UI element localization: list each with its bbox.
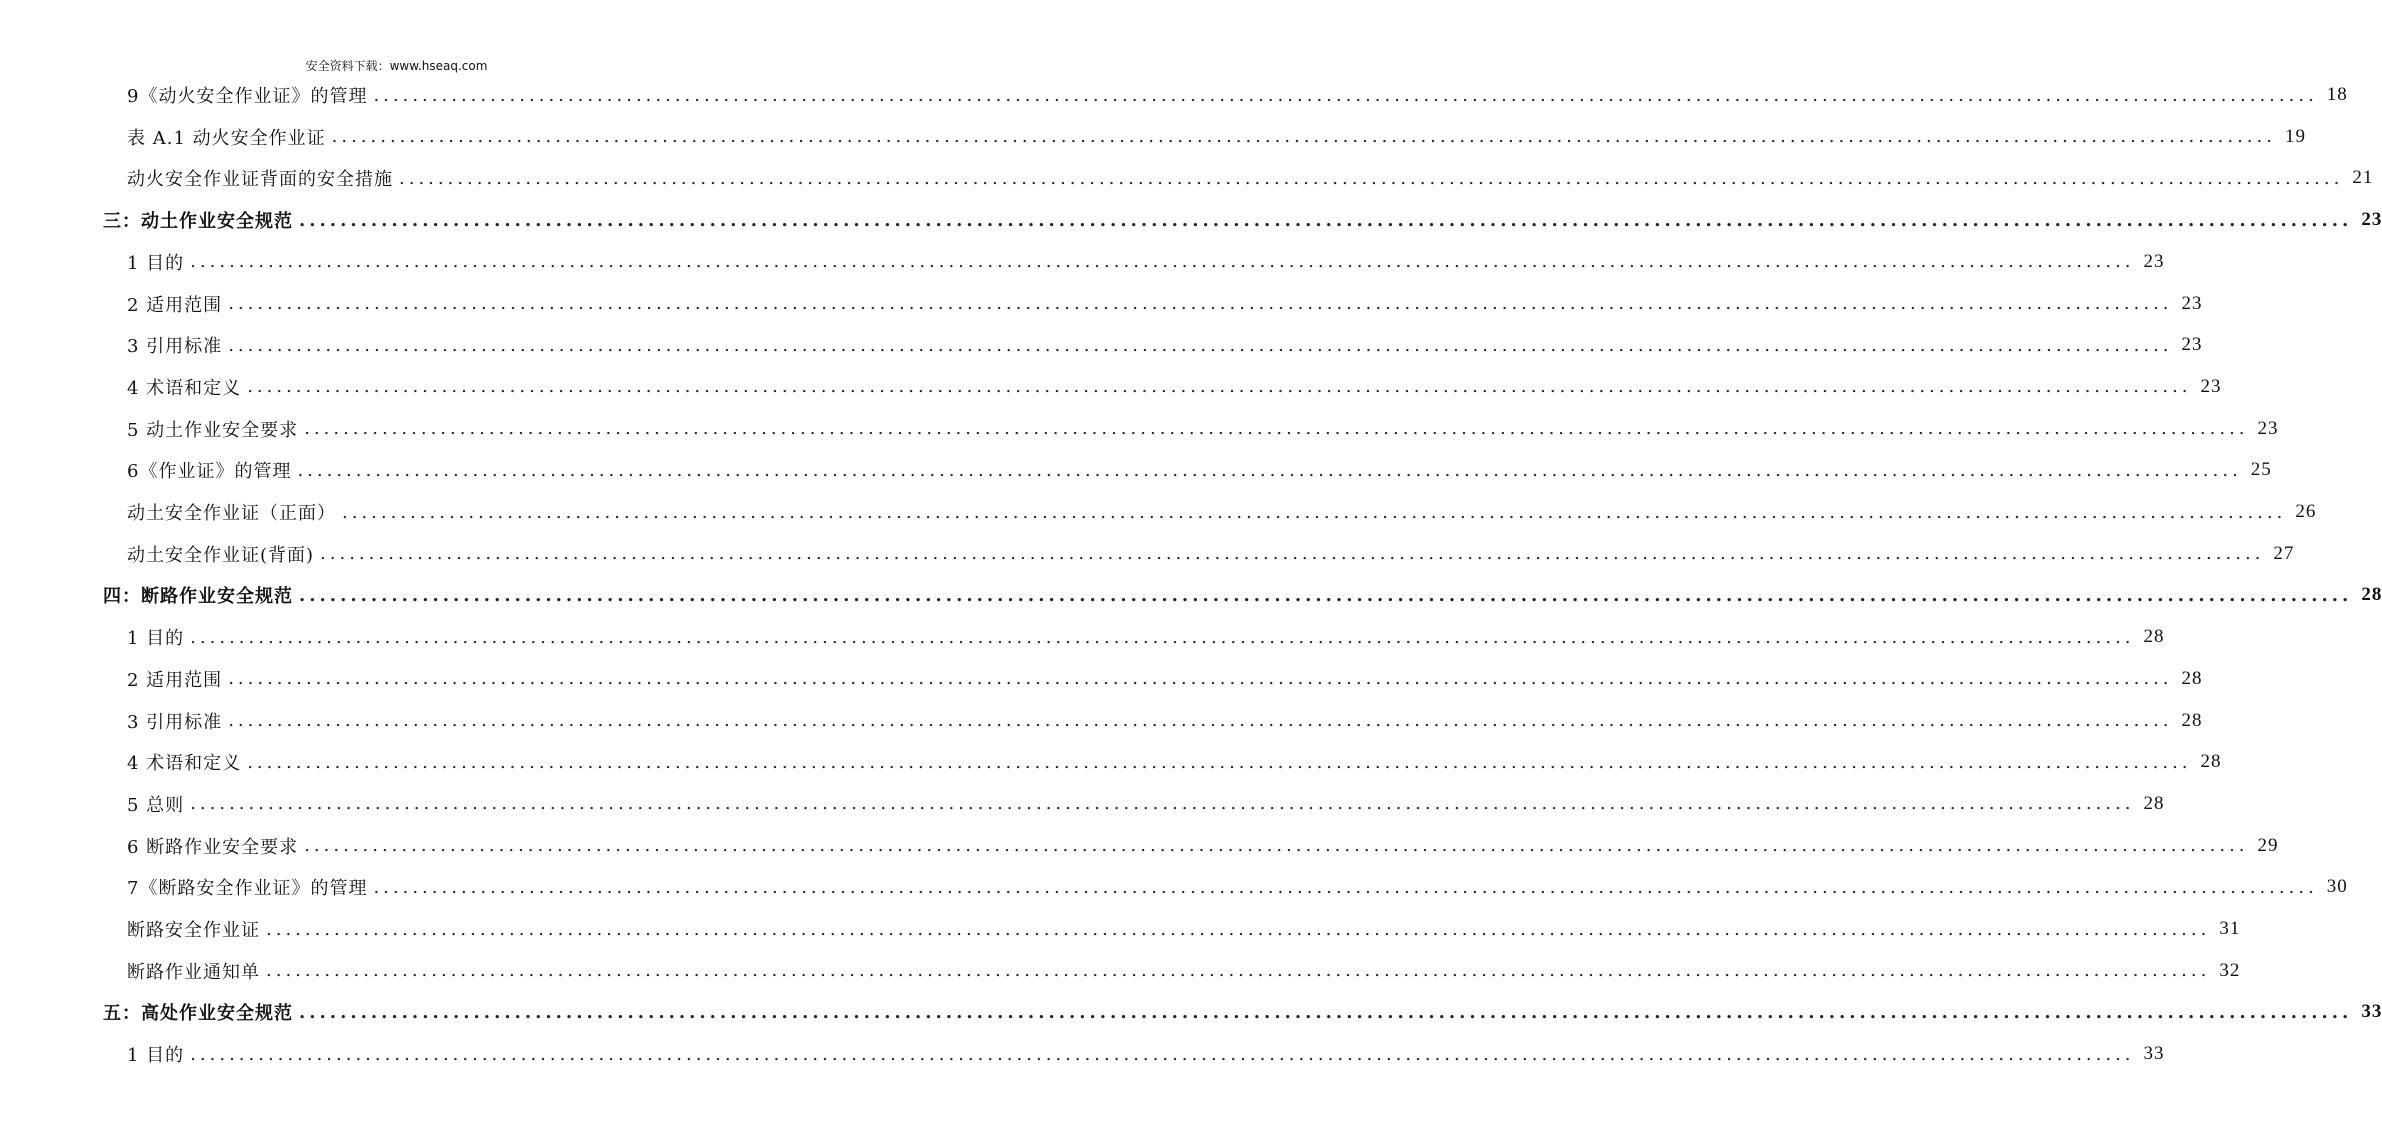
toc-leader-dots: ........................................................................................................................................................................................................ (342, 501, 2287, 523)
toc-leader-dots: ........................................................................................................................................................................................................ (190, 1043, 2135, 1065)
toc-entry-title: 4 术语和定义 (127, 377, 242, 399)
toc-entry-page-number: 23 (2143, 250, 2165, 272)
toc-entry-title: 6 断路作业安全要求 (127, 836, 299, 858)
toc-entry[interactable] (127, 950, 2241, 992)
toc-entry-page-number: 28 (2181, 709, 2203, 731)
toc-entry[interactable] (127, 616, 2165, 658)
toc-entry[interactable] (127, 1033, 2165, 1075)
toc-entry-title: 3 引用标准 (127, 336, 223, 358)
toc-entry[interactable] (127, 157, 2374, 199)
toc-section-entry[interactable] (103, 991, 2382, 1033)
toc-entry[interactable] (127, 658, 2203, 700)
toc-entry[interactable] (127, 324, 2203, 366)
toc-entry-title: 四：断路作业安全规范 (103, 586, 293, 608)
toc-leader-dots: ........................................................................................................................................................................................................ (190, 251, 2135, 273)
toc-entry-title: 动火安全作业证背面的安全措施 (127, 169, 393, 191)
toc-entry[interactable] (127, 908, 2241, 950)
toc-leader-dots: ........................................................................................................................................................................................................ (190, 626, 2135, 648)
toc-entry-page-number: 33 (2361, 1001, 2382, 1023)
toc-entry-page-number: 29 (2257, 834, 2279, 856)
toc-leader-dots: ........................................................................................................................................................................................................ (320, 543, 2265, 565)
toc-entry-page-number: 28 (2200, 751, 2222, 773)
toc-leader-dots: ........................................................................................................................................................................................................ (299, 209, 2353, 231)
toc-entry-title: 3 引用标准 (127, 711, 223, 733)
toc-entry-title: 2 适用范围 (127, 669, 223, 691)
toc-entry-title: 三：动土作业安全规范 (103, 211, 293, 233)
toc-entry-page-number: 23 (2181, 334, 2203, 356)
toc-entry-page-number: 21 (2352, 167, 2374, 189)
toc-entry[interactable] (127, 700, 2203, 742)
toc-entry-title: 5 动土作业安全要求 (127, 419, 299, 441)
toc-leader-dots: ........................................................................................................................................................................................................ (228, 293, 2173, 314)
toc-entry-page-number: 19 (2284, 125, 2306, 147)
toc-entry-page-number: 26 (2295, 501, 2317, 522)
toc-entry[interactable] (127, 116, 2306, 158)
toc-leader-dots: ........................................................................................................................................................................................................ (247, 376, 2192, 398)
toc-entry-page-number: 28 (2143, 626, 2165, 648)
toc-entry-title: 1 目的 (127, 252, 185, 274)
toc-section-entry[interactable] (103, 199, 2382, 241)
toc-leader-dots: ........................................................................................................................................................................................................ (373, 84, 2318, 106)
toc-entry-title: 表 A.1 动火安全作业证 (127, 127, 326, 149)
toc-entry-page-number: 33 (2143, 1043, 2165, 1065)
toc-entry-page-number: 28 (2361, 584, 2382, 606)
toc-entry-page-number: 30 (2326, 876, 2348, 898)
toc-entry-title: 2 适用范围 (127, 294, 223, 316)
toc-entry[interactable] (127, 449, 2272, 491)
toc-entry[interactable] (127, 783, 2165, 825)
toc-leader-dots: ........................................................................................................................................................................................................ (331, 126, 2276, 148)
toc-entry-page-number: 28 (2181, 667, 2203, 689)
toc-entry-title: 5 总则 (127, 794, 185, 816)
toc-entry-title: 9《动火安全作业证》的管理 (127, 86, 368, 107)
toc-leader-dots: ........................................................................................................................................................................................................ (228, 334, 2173, 356)
toc-entry-title: 五：高处作业安全规范 (103, 1003, 293, 1025)
toc-entry[interactable] (127, 74, 2348, 116)
toc-leader-dots: ........................................................................................................................................................................................................ (247, 751, 2192, 773)
toc-entry-page-number: 23 (2361, 209, 2382, 231)
toc-leader-dots: ........................................................................................................................................................................................................ (266, 918, 2211, 940)
toc-leader-dots: ........................................................................................................................................................................................................ (228, 668, 2173, 690)
toc-entry-page-number: 32 (2219, 959, 2241, 981)
toc-entry-page-number: 28 (2143, 792, 2165, 814)
toc-leader-dots: ........................................................................................................................................................................................................ (373, 876, 2318, 898)
toc-entry-page-number: 25 (2250, 459, 2272, 481)
toc-entry-title: 4 术语和定义 (127, 753, 242, 775)
toc-leader-dots: ........................................................................................................................................................................................................ (266, 960, 2211, 982)
toc-leader-dots: ........................................................................................................................................................................................................ (399, 167, 2344, 189)
toc-leader-dots: ........................................................................................................................................................................................................ (299, 1001, 2353, 1023)
toc-leader-dots: ........................................................................................................................................................................................................ (190, 793, 2135, 815)
toc-section-entry[interactable] (103, 574, 2382, 616)
toc-entry-title: 动土安全作业证(背面) (127, 544, 315, 566)
page-header: 安全资料下载：www.hseaq.com (305, 59, 488, 73)
toc-entry[interactable] (127, 366, 2222, 408)
toc-entry[interactable] (127, 408, 2279, 450)
toc-leader-dots: ........................................................................................................................................................................................................ (304, 418, 2249, 440)
toc-entry-title: 动土安全作业证（正面） (127, 503, 336, 524)
toc-entry-page-number: 18 (2326, 84, 2348, 105)
toc-entry-page-number: 23 (2200, 375, 2222, 397)
toc-leader-dots: ........................................................................................................................................................................................................ (299, 584, 2353, 606)
toc-entry-title: 7《断路安全作业证》的管理 (127, 878, 368, 900)
toc-entry-title: 6《作业证》的管理 (127, 461, 292, 483)
toc-entry-title: 1 目的 (127, 628, 185, 650)
toc-entry-page-number: 23 (2181, 292, 2203, 314)
toc-leader-dots: ........................................................................................................................................................................................................ (228, 710, 2173, 731)
toc-leader-dots: ........................................................................................................................................................................................................ (304, 835, 2249, 857)
toc-entry[interactable] (127, 241, 2165, 283)
toc-entry-title: 断路安全作业证 (127, 920, 260, 941)
toc-entry[interactable] (127, 866, 2348, 908)
toc-entry-title: 1 目的 (127, 1045, 185, 1067)
toc-entry[interactable] (127, 491, 2317, 533)
toc-entry-page-number: 27 (2273, 542, 2295, 564)
toc-entry-page-number: 23 (2257, 417, 2279, 439)
toc-leader-dots: ........................................................................................................................................................................................................ (297, 459, 2242, 481)
toc-entry-title: 断路作业通知单 (127, 961, 260, 983)
toc-entry[interactable] (127, 533, 2295, 575)
toc-entry[interactable] (127, 741, 2222, 783)
toc-entry[interactable] (127, 283, 2203, 325)
toc-entry-page-number: 31 (2219, 918, 2241, 939)
toc-entry[interactable] (127, 825, 2279, 867)
